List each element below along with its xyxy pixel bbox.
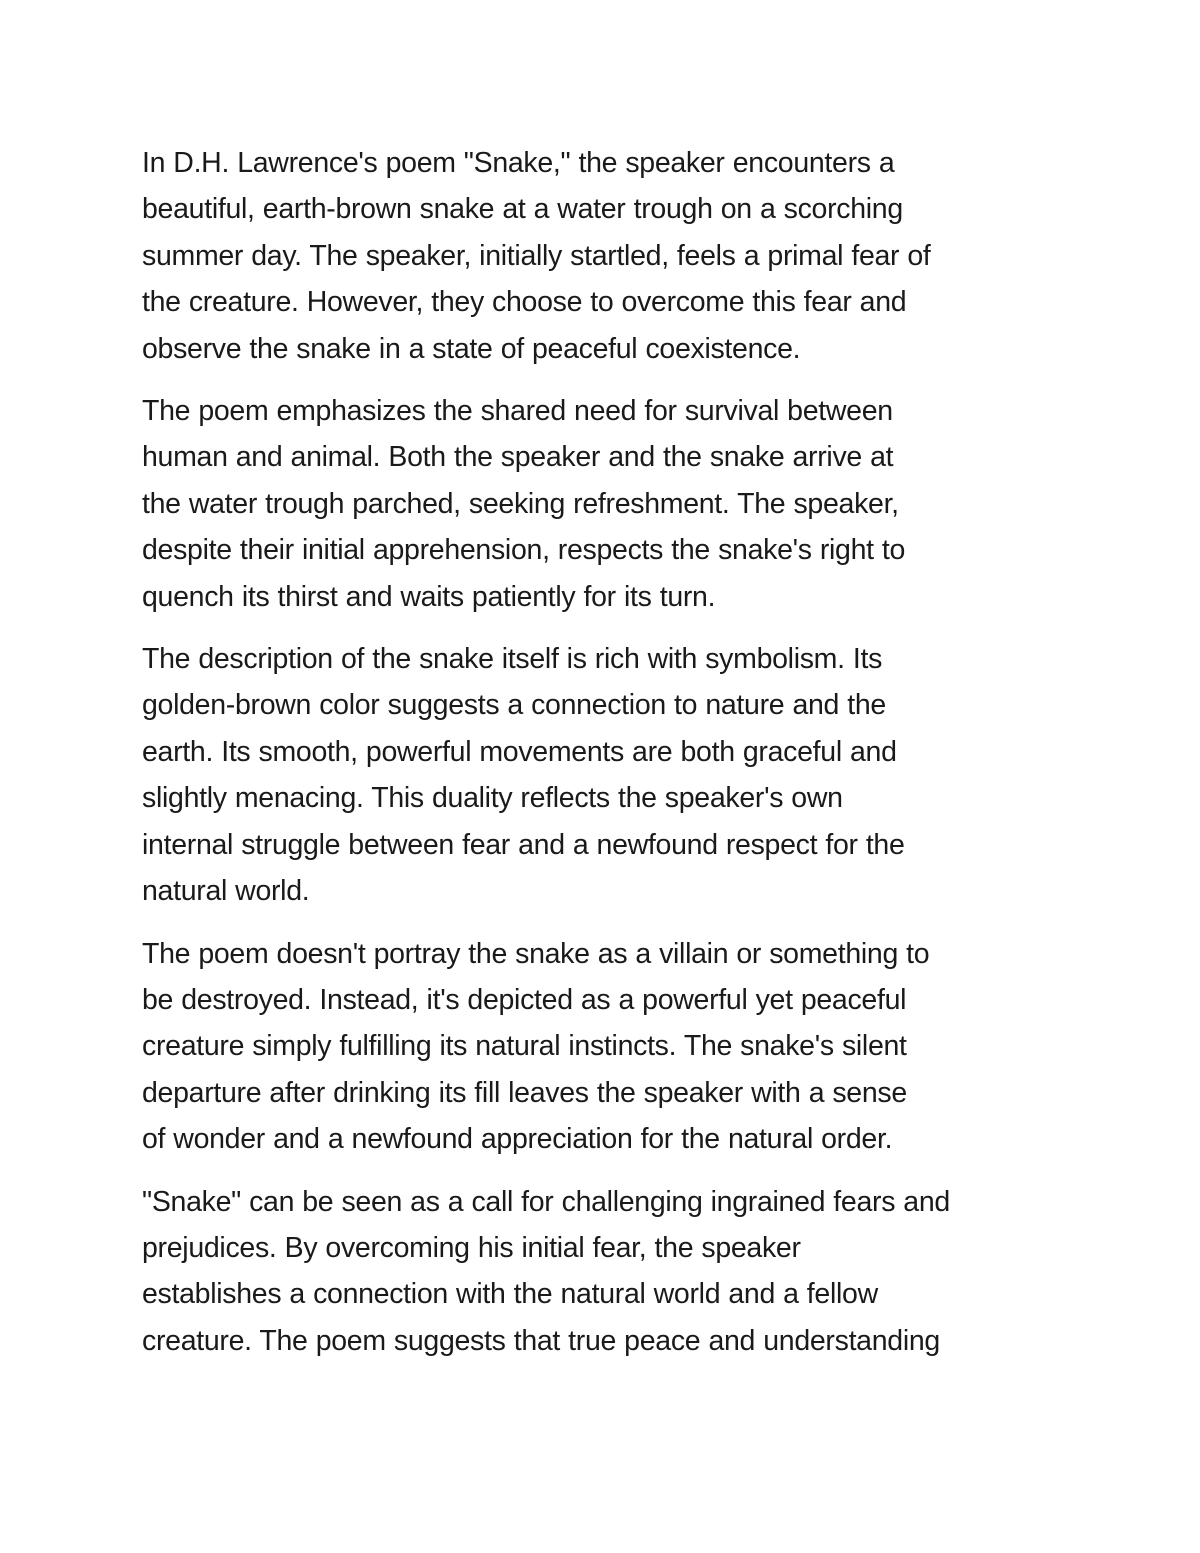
text-line: the water trough parched, seeking refreshment. The speaker,	[142, 487, 899, 520]
text-line: quench its thirst and waits patiently for its turn.	[142, 580, 716, 613]
paragraph-5	[142, 1179, 1082, 1365]
paragraph-3	[142, 636, 1082, 914]
text-line: The poem emphasizes the shared need for survival between	[142, 395, 893, 428]
paragraph-4	[142, 931, 1082, 1163]
text-line: natural world.	[142, 875, 310, 908]
paragraph-1	[142, 140, 1082, 372]
text-line: beautiful, earth-brown snake at a water trough on a scorching	[142, 193, 903, 226]
text-line: slightly menacing. This duality reflects the speaker's own	[142, 782, 843, 815]
text-line: establishes a connection with the natural world and a fellow	[142, 1278, 878, 1311]
text-line: of wonder and a newfound appreciation for the natural order.	[142, 1123, 893, 1156]
text-line: despite their initial apprehension, respects the snake's right to	[142, 534, 906, 567]
text-line: creature simply fulfilling its natural instincts. The snake's silent	[142, 1030, 907, 1063]
text-line: human and animal. Both the speaker and the snake arrive at	[142, 441, 894, 474]
text-line: golden-brown color suggests a connection to nature and the	[142, 689, 886, 722]
text-line: internal struggle between fear and a newfound respect for the	[142, 828, 905, 861]
text-line: the creature. However, they choose to overcome this fear and	[142, 286, 907, 319]
document-body	[142, 140, 1082, 1380]
text-line: prejudices. By overcoming his initial fear, the speaker	[142, 1231, 801, 1264]
text-line: The poem doesn't portray the snake as a villain or something to	[142, 937, 930, 970]
text-line: creature. The poem suggests that true peace and understanding	[142, 1324, 940, 1357]
text-line: In D.H. Lawrence's poem "Snake," the speaker encounters a	[142, 147, 895, 179]
text-line: The description of the snake itself is rich with symbolism. Its	[142, 643, 883, 676]
text-line: observe the snake in a state of peaceful coexistence.	[142, 332, 801, 365]
text-line: earth. Its smooth, powerful movements are both graceful and	[142, 735, 897, 768]
paragraph-2	[142, 388, 1082, 620]
text-line: "Snake" can be seen as a call for challenging ingrained fears and	[142, 1185, 950, 1218]
text-line: summer day. The speaker, initially startled, feels a primal fear of	[142, 239, 931, 272]
text-line: departure after drinking its fill leaves the speaker with a sense	[142, 1076, 907, 1109]
text-line: be destroyed. Instead, it's depicted as a powerful yet peaceful	[142, 983, 907, 1016]
